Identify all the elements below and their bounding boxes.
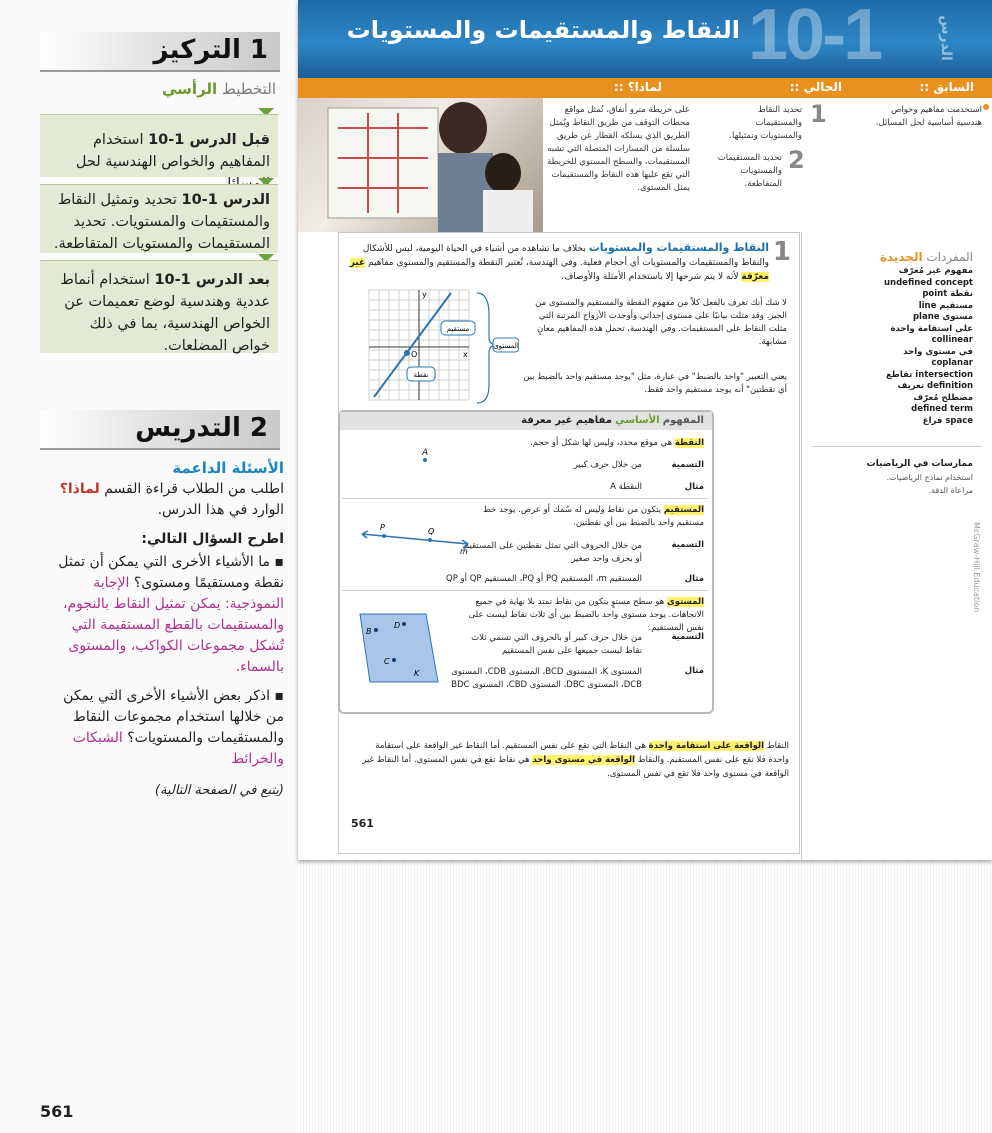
ask-label: اطرح السؤال التالي: xyxy=(141,531,284,547)
vocabulary-sidebar xyxy=(801,232,992,860)
bottom-p-c: هي نقاط تقع في نفس المستوى. أما النقاط غير الواقعة في مستوى واحد فلا تقع في نفس المستوى. xyxy=(362,755,789,779)
undefined-highlight: غير معرّفة xyxy=(349,258,769,282)
a2-text: الشبكات والخرائط xyxy=(72,730,284,767)
practice-box xyxy=(823,458,973,497)
bottom-p-a: النقاط xyxy=(766,741,789,751)
vocab-item: مفهوم غير مُعرّف xyxy=(898,266,973,276)
line-naming-label: التسمية xyxy=(671,540,704,550)
a1-text: الإجابة النموذجية: يمكن تمثيل النقاط بالنجوم، والمستقيمات بالقطع المستقيمة التي تُشكل مجموعات الكواكب، والمستوى بالسماء. xyxy=(62,575,284,675)
lesson-tabs-bar xyxy=(298,78,992,98)
box1-text: استخدام المفاهيم والخواص الهندسية لحل xyxy=(75,132,270,170)
plane-fig-d: D xyxy=(394,621,401,630)
photo-illustration xyxy=(298,98,543,232)
plane-naming-label: التسمية xyxy=(671,632,704,642)
line-example-label: مثال xyxy=(684,574,704,584)
now-item-1: تحديد النقاط والمستقيمات والمستويات وتمثيلها. xyxy=(729,105,802,141)
point-example-label: مثال xyxy=(684,482,704,492)
scaffold-intro xyxy=(44,479,284,521)
plane-definition xyxy=(454,596,704,635)
vocab-item: على استقامة واحدة xyxy=(890,323,973,334)
scaffold-intro-b: الوارد في هذا الدرس. xyxy=(157,502,284,518)
plane-hl: المستوى xyxy=(666,597,704,607)
tab-prev: :: السابق xyxy=(919,80,974,94)
point-naming: من خلال حرف كبير xyxy=(573,460,642,470)
left-page-number: 561 xyxy=(40,1102,74,1121)
concept-head-b: الأساسي xyxy=(615,415,660,426)
section1-p1b: لأنه لا يتم شرحها إلا باستخدام الأمثلة والأوصاف. xyxy=(561,272,739,282)
section1-title: النقاط والمستقيمات والمستويات xyxy=(588,241,769,254)
teacher-column xyxy=(0,0,298,1133)
collinear-highlight: الواقعة على استقامة واحدة xyxy=(648,741,765,751)
plane-example-label: مثال xyxy=(684,666,704,676)
practice-item: مراعاة الدقة. xyxy=(928,486,973,495)
point-fig-label: A xyxy=(422,448,429,458)
student-page xyxy=(298,0,992,860)
line-fig-q: Q xyxy=(428,527,435,536)
vocab-title-b: الجديدة xyxy=(879,250,923,264)
vocab-item: intersection تقاطع xyxy=(886,369,973,380)
planning-box-now xyxy=(40,184,278,253)
now-num-2: 2 xyxy=(788,146,805,174)
practice-title: ممارسات في الرياضيات xyxy=(866,459,973,469)
vocab-title-a: المفردات xyxy=(926,250,973,264)
scaffold-title: الأسئلة الداعمة xyxy=(172,459,284,477)
concept-head-c: مفاهيم غير معرفة xyxy=(521,415,612,426)
publisher-credit: McGraw-Hill Education xyxy=(972,522,981,613)
plane-naming: من خلال حرف كبير أو بالحروف التي تسمي ثلاث نقاط ليست جميعها على نفس المستقيم xyxy=(471,633,642,656)
planning-box-after xyxy=(40,260,278,353)
continued-note: (يتبع في الصفحة التالية) xyxy=(154,783,284,798)
key-concept-box xyxy=(338,410,714,714)
line-definition xyxy=(454,504,704,530)
vocab-item: definition تعريف xyxy=(897,381,973,391)
plane-fig-c: C xyxy=(384,657,390,666)
box2-text: تحديد وتمثيل النقاط والمستقيمات والمستويات. تحديد المستقيمات والمستويات المتقاطعة. xyxy=(53,192,270,252)
graph-point xyxy=(404,350,410,356)
point-definition xyxy=(354,438,704,448)
line-figure xyxy=(360,520,470,554)
origin-label: O xyxy=(411,350,418,359)
focus-header: 1 التركيز xyxy=(153,35,268,65)
vertical-planning xyxy=(162,80,276,98)
line-hl: المستقيم xyxy=(663,505,704,515)
vertical-planning-word2: الرأسي xyxy=(162,80,218,98)
focus-header-bar xyxy=(40,32,280,72)
plane-def: هو سطح مستوٍ يتكون من نقاط تمتد بلا نهاية في جميع الاتجاهات. يوجد مستوى واحد بالضبط بين أي ثلاث نقاط ليست على نفس المستقيم. xyxy=(468,597,704,633)
question-1: ▪ ما الأشياء الأخرى التي يمكن أن تمثل نقطة ومستقيمًا ومستوى؟ الإجابة النموذجية: يمكن تمثيل النقاط بالنجوم، والمستقيمات بالقطع المستقيمة التي تُشكل مجموعات الكواكب، والمستوى بالسماء. xyxy=(58,554,284,675)
section1-para1 xyxy=(349,241,769,284)
question-2: ▪ اذكر بعض الأشياء الأخرى التي يمكن من خلالها استخدام مجموعات النقاط والمستقيمات والمستويات؟ الشبكات والخرائط xyxy=(63,688,284,767)
vocab-item: في مستوى واحد xyxy=(903,346,973,357)
plane-fig-b: B xyxy=(366,627,372,636)
lesson-word: الدرس xyxy=(937,15,954,61)
bottom-p-b: هي النقاط التي تقع على نفس المستقيم. أما النقاط غير الواقعة على استقامة واحدة فلا تقع على نفس المستقيم. والنقاط xyxy=(375,741,789,765)
box3-text: استخدام أنماط عددية وهندسية لوضع تعميمات عن الخواص الهندسية، بما في ذلك خواص المضلعات. xyxy=(60,272,270,354)
vocab-item: undefined concept xyxy=(884,277,973,288)
axis-x-label: x xyxy=(463,350,468,359)
callout-line: مستقيم xyxy=(446,325,470,333)
box2-lead: الدرس 1-10 xyxy=(181,192,270,208)
line-naming: من خلال الحروف التي تمثل نقطتين على المستقيم أو بحرف واحد صغير xyxy=(463,541,642,564)
bullet-icon xyxy=(983,104,989,110)
divider xyxy=(812,446,982,447)
subway-map-photo xyxy=(298,98,543,232)
point-figure xyxy=(422,448,428,462)
prev-text: استخدمت مفاهيم وخواص هندسية أساسية لحل المسائل. xyxy=(875,105,982,128)
point-example: النقطة A xyxy=(610,482,642,492)
plane-example: المستوى K، المستوى BCD، المستوى CDB، المستوى DCB، المستوى DBC، المستوى CBD، المستوى BDC xyxy=(451,667,642,690)
vocab-item: مستوى plane xyxy=(912,312,973,322)
callout-plane: المستوى xyxy=(493,342,519,350)
divider xyxy=(342,590,708,591)
lesson-number: 10-1 xyxy=(748,0,881,75)
point-def: هي موقع محدد، وليس لها شكل أو حجم. xyxy=(530,438,673,448)
concept-head-a: المفهوم xyxy=(662,415,704,426)
vocab-item: مصطلح مُعرّف xyxy=(913,392,973,403)
point-naming-label: التسمية xyxy=(671,460,704,470)
box3-lead: بعد الدرس 1-10 xyxy=(154,272,270,288)
line-def: يتكون من نقاط وليس له سُمك أو عرض. يوجد خط مستقيم واحد بالضبط بين أي نقطتين. xyxy=(482,505,704,528)
concept-header xyxy=(340,412,712,430)
lesson-title: النقاط والمستقيمات والمستويات xyxy=(346,16,740,44)
axis-y-label: y xyxy=(422,290,427,299)
vocab-item: مستقيم line xyxy=(918,300,973,311)
lesson-banner xyxy=(298,0,992,78)
section1-para3: يعني التعبير "واحد بالضبط" في عبارة، مثل "يوجد مستقيم واحد بالضبط بين أي نقطتين" أنه يوجد مستقيم واحد فقط. xyxy=(523,372,787,395)
teach-header: 2 التدريس xyxy=(135,413,268,443)
vocab-list xyxy=(823,266,973,427)
now-num-1: 1 xyxy=(810,100,827,128)
q1-text: ما الأشياء الأخرى التي يمكن أن تمثل نقطة ومستقيمًا ومستوى؟ xyxy=(58,554,284,591)
vocab-item: space فراغ xyxy=(922,415,973,426)
line-fig-m: m xyxy=(460,547,468,554)
tab-why: :: لماذا؟ xyxy=(613,80,662,94)
section-number: 1 xyxy=(772,237,791,267)
vocab-item: coplanar xyxy=(931,358,973,368)
scaffold-section xyxy=(44,458,284,801)
scaffold-intro-a: اطلب من الطلاب قراءة القسم xyxy=(104,481,284,497)
tab-now: :: الحالي xyxy=(789,80,842,94)
practice-item: استخدام نماذج الرياضيات. xyxy=(886,473,973,482)
divider xyxy=(342,498,708,499)
page-number: 561 xyxy=(351,817,374,830)
coordinate-graph xyxy=(359,285,519,407)
callout-point: نقطة xyxy=(413,371,429,379)
vocab-title xyxy=(880,250,973,264)
vocab-item: collinear xyxy=(931,335,973,345)
now-item-2: تحديد المستقيمات والمستويات المتقاطعة. xyxy=(717,153,782,189)
point-dot xyxy=(423,458,427,462)
box1-lead: قبل الدرس 1-10 xyxy=(148,132,270,148)
section1-p1: بخلاف ما تشاهده من أشياء في الحياة اليومية، ليس للأشكال والنقاط والمستقيمات والمستويات أي أحجام فعلية. وفي الهندسة، تُعتبر النقطة والمستقيم والمستوى مفاهيم xyxy=(362,244,769,268)
point-hl: النقطة xyxy=(674,438,704,448)
planning-box-before xyxy=(40,114,278,177)
line-example: المستقيم m، المستقيم PQ أو PQ، المستقيم QP أو QP xyxy=(446,574,642,584)
line-fig-p: P xyxy=(380,523,385,532)
section1-para2: لا شك أنك تعرف بالفعل كلاً من مفهوم النقطة والمستقيم والمستوى من الجبر. وقد مثلت بيانيًا على مستوى إحداثي وأوجدت الأزواج المرتبة التي مثلت النقاط على المستقيمات. وفي الهندسة، تحمل هذه المفاهيم معانٍ مشابهة. xyxy=(535,298,787,347)
teach-header-bar xyxy=(40,410,280,450)
vertical-planning-word1: التخطيط xyxy=(221,80,276,98)
plane-fig-k: K xyxy=(414,669,420,678)
vocab-item: defined term xyxy=(911,404,973,414)
collinear-paragraph xyxy=(359,739,789,781)
vocab-item: نقطة point xyxy=(922,289,973,299)
q2-text: اذكر بعض الأشياء الأخرى التي يمكن من خلالها استخدام مجموعات النقاط والمستقيمات والمستويات؟ xyxy=(63,688,284,746)
plane-figure xyxy=(354,610,444,688)
why-text: على خريطة مترو أنفاق، تُمثل مواقع محطات التوقف من طريق النقاط ويُمثل الطريق الذي يسلكه القطار عن طريق سلسلة من المسارات المتصلة التي تشبه المستقيمات، والسطح المستوي للخريطة التي تقع عليها هذه النقاط والمستقيمات يمثل المستوى. xyxy=(547,105,690,193)
scaffold-intro-why: لماذا؟ xyxy=(59,481,100,497)
coplanar-highlight: الواقعة في مستوى واحد xyxy=(532,755,636,765)
